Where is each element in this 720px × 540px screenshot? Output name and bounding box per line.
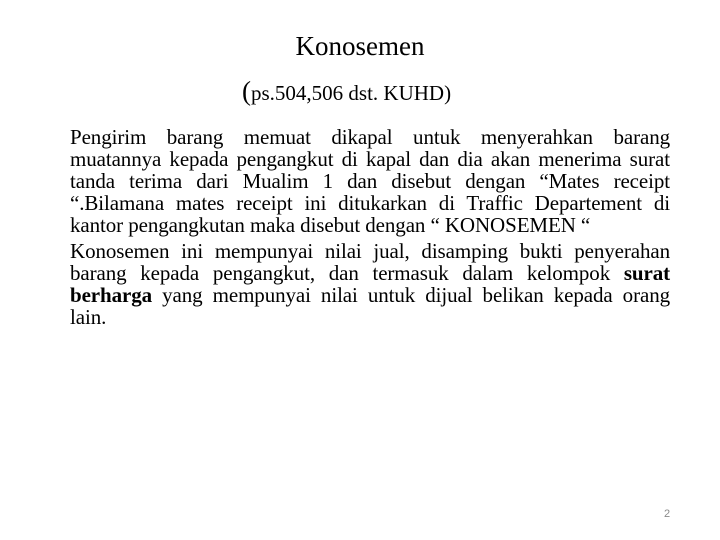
surat-berharga-emphasis: surat berharga — [70, 261, 670, 307]
slide-body — [70, 126, 670, 328]
page-number: 2 — [664, 508, 671, 520]
paragraph2-text-end: yang mempunyai nilai untuk dijual belikan kepada orang lain. — [70, 283, 670, 329]
paragraph-mates-receipt: Pengirim barang memuat dikapal untuk menyerahkan barang muatannya kepada pengangkut di kapal dan dia akan menerima surat tanda terima dari Mualim 1 dan disebut dengan “Mates receipt “.Bilamana mates receipt ini ditukarkan di Traffic Departement di kantor pengangkutan maka disebut dengan “ KONOSEMEN “ — [70, 125, 670, 237]
paragraph2-text-start: Konosemen ini mempunyai nilai jual, disamping bukti penyerahan barang kepada pengangkut, dan termasuk dalam kelompok — [70, 239, 670, 285]
subtitle-reference: ps.504,506 dst. KUHD) — [251, 81, 452, 105]
paragraph-konosemen-value — [70, 240, 670, 328]
slide-subtitle — [242, 76, 451, 108]
subtitle-open-paren: ( — [242, 76, 251, 106]
slide-title: Konosemen — [295, 31, 425, 61]
